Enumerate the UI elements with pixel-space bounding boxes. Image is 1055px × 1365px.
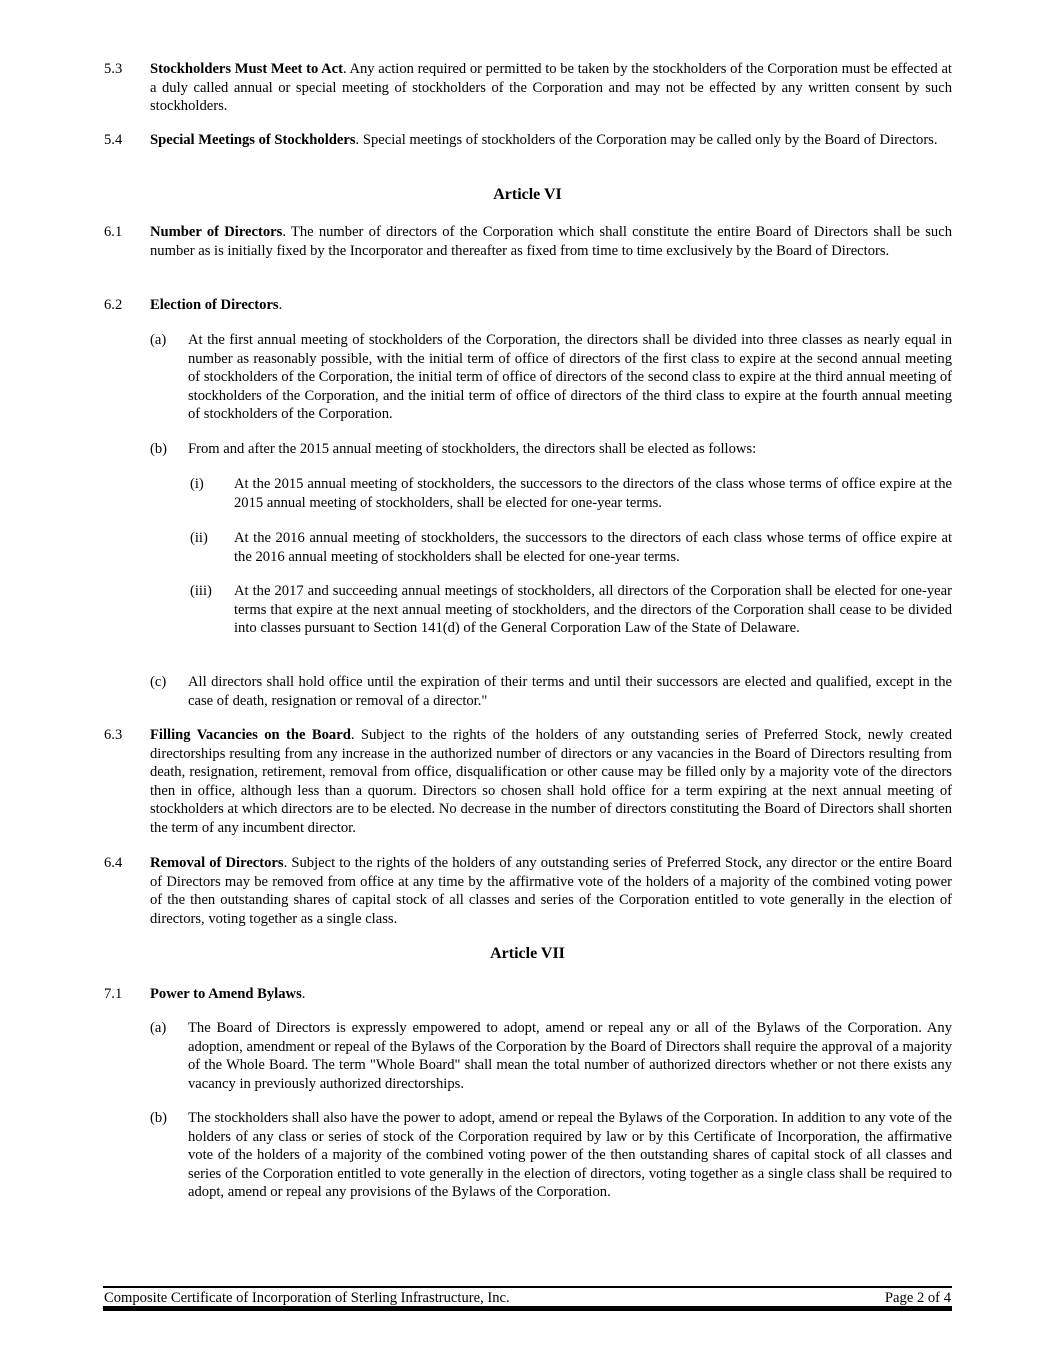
section-text: . Subject to the rights of the holders of any outstanding series of Preferred Stock, any director or the entire Board of Directors may be removed from office at any time by the affirmative vote of the holders of a majority of the combined voting power of the then outstanding shares of capital stock of all classes and series of the Corporation entitled to vote generally in the election of directors, voting together as a single class. bbox=[150, 855, 952, 927]
section-title: Filling Vacancies on the Board bbox=[150, 727, 351, 743]
section-number: 7.1 bbox=[104, 986, 123, 1002]
subclause-text: At the 2017 and succeeding annual meetings of stockholders, all directors of the Corporation shall be elected for one-year terms that expire at the next annual meeting of stockholders, and the directors of the Corporation shall cease to be divided into classes pursuant to Section 141(d) of the General Corporation Law of the State of Delaware. bbox=[234, 583, 952, 637]
section-number: 6.1 bbox=[104, 224, 123, 240]
subclause-number: (ii) bbox=[190, 530, 208, 546]
clause-text: At the first annual meeting of stockholders of the Corporation, the directors shall be divided into three classes as nearly equal in number as reasonably possible, with the initial term of office of directors of the first class to expire at the second annual meeting of stockholders of the Corporation, the initial term of office of directors of the second class to expire at the third annual meeting of stockholders of the Corporation, and the initial term of office of directors of the third class to expire at the fourth annual meeting of stockholders of the Corporation. bbox=[188, 332, 952, 423]
section-text: . The number of directors of the Corporation which shall constitute the entire Board of Directors shall be such number as is initially fixed by the Incorporator and thereafter as fixed from time to time exclusively by the Board of Directors. bbox=[150, 224, 952, 259]
article-heading-vi: Article VI bbox=[493, 186, 562, 203]
section-6-2-b bbox=[150, 440, 952, 459]
clause-text: All directors shall hold office until the expiration of their terms and until their successors are elected and qualified, except in the case of death, resignation or removal of a director." bbox=[188, 674, 952, 709]
section-5-3 bbox=[104, 60, 952, 116]
section-body bbox=[150, 985, 952, 1004]
footer-rule-top bbox=[103, 1286, 952, 1288]
section-number: 6.4 bbox=[104, 855, 123, 871]
clause-number: (a) bbox=[150, 332, 167, 348]
section-6-2 bbox=[104, 296, 952, 315]
subclause-number: (i) bbox=[190, 476, 204, 492]
section-text: . Any action required or permitted to be taken by the stockholders of the Corporation must be effected at a duly called annual or special meeting of stockholders of the Corporation and may not be effected by any written consent by such stockholders. bbox=[150, 61, 952, 115]
section-6-2-c bbox=[150, 673, 952, 710]
subclause-text: At the 2015 annual meeting of stockholders, the successors to the directors of the class whose terms of office expire at the 2015 annual meeting of stockholders, shall be elected for one-year terms. bbox=[234, 476, 952, 511]
section-body bbox=[150, 223, 952, 260]
section-7-1-a bbox=[150, 1019, 952, 1093]
clause-number: (c) bbox=[150, 674, 167, 690]
section-6-3 bbox=[104, 726, 952, 838]
section-title: Stockholders Must Meet to Act bbox=[150, 61, 343, 77]
section-5-4 bbox=[104, 131, 952, 150]
clause-text: The stockholders shall also have the power to adopt, amend or repeal the Bylaws of the Corporation. In addition to any vote of the holders of any class or series of stock of the Corporation required by law or by this Certificate of Incorporation, the affirmative vote of the holders of a majority of the combined voting power of the then outstanding shares of capital stock of all classes and series of the Corporation entitled to vote generally in the election of directors, voting together as a single class shall be required to adopt, amend or repeal any provisions of the Bylaws of the Corporation. bbox=[188, 1110, 952, 1201]
section-6-1 bbox=[104, 223, 952, 260]
section-body bbox=[150, 854, 952, 928]
clause-number: (b) bbox=[150, 441, 168, 457]
section-title: Election of Directors bbox=[150, 297, 279, 313]
clause-number: (b) bbox=[150, 1110, 168, 1126]
section-text: . bbox=[278, 297, 283, 313]
subclause-number: (iii) bbox=[190, 583, 212, 599]
section-body bbox=[150, 131, 952, 150]
section-number: 6.3 bbox=[104, 727, 123, 743]
section-7-1-b bbox=[150, 1109, 952, 1202]
section-body bbox=[150, 726, 952, 838]
section-body bbox=[150, 60, 952, 116]
section-6-4 bbox=[104, 854, 952, 928]
footer-page-number: Page 2 of 4 bbox=[884, 1290, 951, 1306]
section-number: 6.2 bbox=[104, 297, 123, 313]
footer-document-title: Composite Certificate of Incorporation of Sterling Infrastructure, Inc. bbox=[104, 1290, 510, 1306]
footer-rule-bottom bbox=[103, 1306, 952, 1311]
section-number: 5.4 bbox=[104, 132, 123, 148]
section-body bbox=[150, 296, 952, 315]
section-title: Special Meetings of Stockholders bbox=[150, 132, 356, 148]
section-title: Removal of Directors bbox=[150, 855, 284, 871]
section-6-2-b-ii bbox=[190, 529, 952, 566]
section-6-2-b-i bbox=[190, 475, 952, 512]
clause-number: (a) bbox=[150, 1020, 167, 1036]
section-number: 5.3 bbox=[104, 61, 123, 77]
section-title: Power to Amend Bylaws bbox=[150, 986, 302, 1002]
subclause-text: At the 2016 annual meeting of stockholders, the successors to the directors of each class whose terms of office expire at the 2016 annual meeting of stockholders shall be elected for one-year terms. bbox=[234, 530, 952, 565]
section-6-2-b-iii bbox=[190, 582, 952, 638]
article-heading-vii: Article VII bbox=[490, 945, 565, 962]
section-title: Number of Directors bbox=[150, 224, 283, 240]
section-7-1 bbox=[104, 985, 952, 1004]
clause-text: From and after the 2015 annual meeting of stockholders, the directors shall be elected as follows: bbox=[188, 441, 757, 457]
section-text: . bbox=[301, 986, 306, 1002]
section-text: . Special meetings of stockholders of the Corporation may be called only by the Board of Directors. bbox=[355, 132, 938, 148]
section-6-2-a bbox=[150, 331, 952, 424]
clause-text: The Board of Directors is expressly empowered to adopt, amend or repeal any or all of the Bylaws of the Corporation. Any adoption, amendment or repeal of the Bylaws of the Corporation by the Board of Directors shall require the approval of a majority of the Whole Board. The term "Whole Board" shall mean the total number of authorized directors whether or not there exists any vacancy in previously authorized directorships. bbox=[188, 1020, 952, 1092]
section-text: . Subject to the rights of the holders of any outstanding series of Preferred Stock, newly created directorships resulting from any increase in the authorized number of directors or any vacancies in the Board of Directors resulting from death, resignation, retirement, removal from office, disqualification or other cause may be filled only by a majority vote of the directors then in office, although less than a quorum. Directors so chosen shall hold office for a term expiring at the next annual meeting of stockholders at which directors are to be elected. No decrease in the number of directors constituting the Board of Directors shall shorten the term of any incumbent director. bbox=[150, 727, 952, 836]
